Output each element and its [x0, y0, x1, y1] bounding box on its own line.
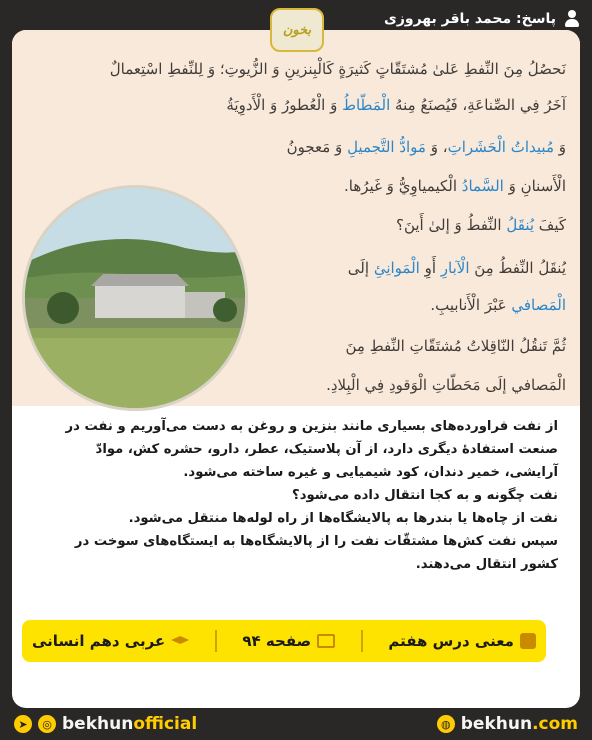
book-line-9: الْمَصافي إلَى مَحَطّاتِ الْوَقودِ فِي الْبِلادِ. — [326, 376, 566, 394]
telegram-icon: ➤ — [14, 715, 32, 733]
highlight-word: السَّمادُ — [461, 177, 504, 195]
book-line-4: الْأَسنانِ وَ السَّمادُ الْكيمياوِيُّ وَ غَيرُها. — [344, 177, 566, 195]
highlight-word: الْآبارِ — [440, 259, 470, 277]
book-icon — [317, 634, 335, 648]
social-handle-link[interactable]: ➤ ◎ bekhunofficial — [14, 714, 197, 734]
book-line-1: نَحصُلُ مِنَ النِّفطِ عَلىٰ مُشتَقّاتٍ كَثيرَةٍ كَالْبِنزينِ وَ الزُّيوتِ؛ وَ لِلنِّفطِ اسْتِعمالٌ — [109, 60, 566, 78]
landscape-image — [25, 188, 248, 411]
translation-line-7: کشور انتقال می‌دهند. — [415, 557, 558, 572]
page-number-chip: صفحه ۹۴ — [242, 632, 335, 650]
book-line-5: كَيفَ يُنقَلُ النِّفطُ وَ إلىٰ أَينَ؟ — [396, 216, 566, 234]
teacher-icon — [520, 633, 536, 649]
highlight-word: الْمَصافي — [511, 296, 566, 314]
translation-line-1: از نفت فراورده‌های بسیاری مانند بنزین و روغن به دست می‌آوریم و نفت در — [65, 419, 558, 434]
book-line-6: يُنقَلُ النِّفطُ مِنَ الْآبارِ أَوِ الْمَوانِئِ إلَى — [347, 259, 566, 277]
user-icon — [564, 10, 580, 28]
lesson-info-bar — [22, 620, 546, 662]
highlight-word: يُنقَلُ — [506, 216, 535, 234]
bottom-bar — [0, 708, 592, 740]
translation-line-4: نفت چگونه و به کجا انتقال داده می‌شود؟ — [292, 488, 558, 503]
answer-author-label: پاسخ: محمد باقر بهروزی — [383, 11, 556, 27]
translation-line-5: نفت از چاه‌ها یا بندرها به پالایشگاه‌ها از راه لوله‌ها منتقل می‌شود. — [128, 511, 558, 526]
book-line-8: ثُمَّ تَنقُلُ النّاقِلاتُ مُشتَقّاتِ النِّفطِ مِنَ — [345, 337, 566, 355]
highlight-word: الْمَطّاطُ — [342, 96, 391, 114]
graduation-cap-icon — [171, 636, 189, 646]
oil-field-photo — [22, 185, 248, 411]
translation-line-2: صنعت استفادهٔ دیگری دارد، از آن پلاستیک، عطر، دارو، حشره کش، موادّ — [95, 442, 558, 457]
divider — [361, 630, 363, 652]
highlight-word: مَوادُّ التَّجميلِ — [347, 138, 426, 156]
book-line-3: وَ مُبيداتُ الْحَشَراتِ، وَ مَوادُّ التَّجميلِ وَ مَعجونُ — [286, 138, 566, 156]
globe-icon: ◍ — [437, 715, 455, 733]
divider — [215, 630, 217, 652]
translation-line-6: سپس نفت کش‌ها مشتقّات نفت را از پالایشگاه‌ها به ایستگاه‌های سوخت در — [74, 534, 558, 549]
book-title-chip: عربی دهم انسانی — [32, 632, 189, 650]
book-line-7: الْمَصافي عَبْرَ الْأَنابيبِ. — [430, 296, 566, 314]
highlight-word: مُبيداتُ الْحَشَراتِ — [447, 138, 554, 156]
translation-line-3: آرایشی، خمیر دندان، کود شیمیایی و غیره ساخته می‌شود. — [183, 465, 558, 480]
highlight-word: الْمَوانِئِ — [373, 259, 420, 277]
lesson-title-chip: معنی درس هفتم — [388, 632, 536, 650]
book-line-2: آخَرُ فِي الصِّناعَةِ، فَيُصنَعُ مِنهُ الْمَطّاطُ وَ الْعُطورُ وَ الْأَدوِيَةُ — [226, 96, 566, 114]
content-card — [12, 30, 580, 708]
bekhun-logo: بخون — [270, 8, 324, 52]
textbook-excerpt — [12, 30, 580, 406]
instagram-icon: ◎ — [38, 715, 56, 733]
website-link[interactable]: ◍ bekhun.com — [437, 714, 578, 734]
